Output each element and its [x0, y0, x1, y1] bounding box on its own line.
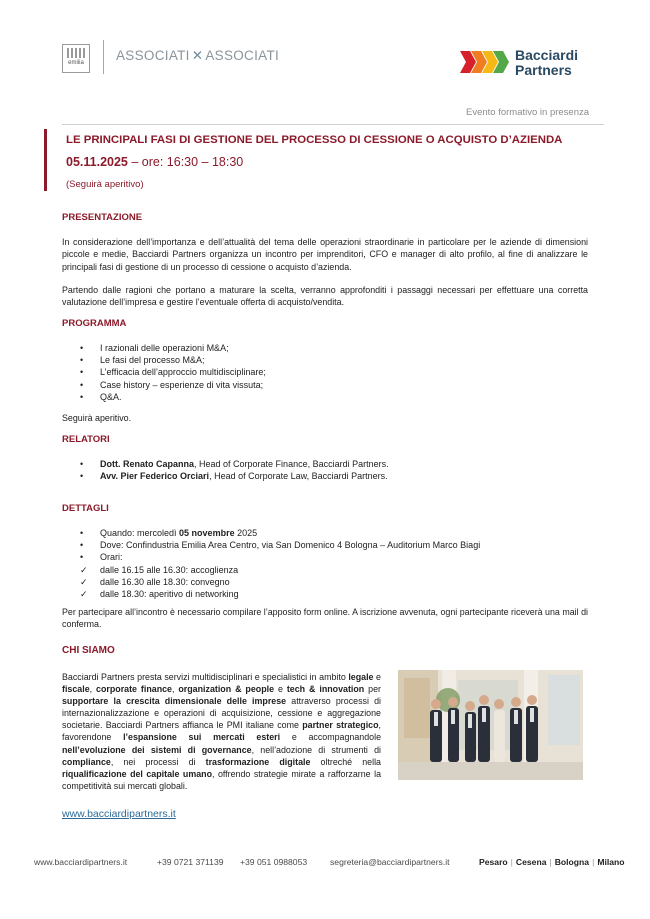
bullet-icon: • — [80, 459, 84, 469]
list-item: • Case history – esperienze di vita vissuta; — [80, 379, 264, 390]
highlight-text: supportare la crescita dimensionale delle imprese — [62, 696, 287, 707]
event-date-time — [66, 155, 243, 169]
title-accent-bar — [44, 129, 47, 191]
bullet-icon: • — [80, 379, 84, 390]
checkmark-icon: ✓ — [80, 589, 88, 600]
checkmark-icon: ✓ — [80, 564, 88, 575]
brand-line-2: Partners — [515, 62, 572, 78]
text-run: , — [89, 684, 97, 695]
header-divider — [103, 40, 104, 74]
team-photo — [398, 670, 583, 780]
highlight-text: organization & people — [178, 684, 275, 695]
text-run: e — [274, 684, 287, 695]
associati-logo — [116, 48, 279, 64]
highlight-text: fiscale — [62, 684, 90, 695]
bullet-icon: • — [80, 552, 84, 563]
highlight-text: nell’evoluzione dei sistemi di governance — [62, 744, 252, 755]
footer-website-link[interactable]: www.bacciardipartners.it — [34, 857, 128, 867]
city-label: Bologna — [554, 857, 590, 867]
schedule-item: ✓ dalle 18.30: aperitivo di networking — [80, 589, 239, 600]
list-item-quando: • Quando: mercoledì 05 novembre 2025 — [80, 528, 258, 538]
city-label: Cesena — [515, 857, 547, 867]
highlight-text: tech & innovation — [286, 684, 365, 695]
list-item: • Le fasi del processo M&A; — [80, 355, 205, 366]
text-run: , nell’adozione di strumenti di — [251, 744, 382, 755]
speaker-role: , Head of Corporate Law, Bacciardi Partners. — [209, 471, 388, 482]
text-run: per — [364, 684, 381, 695]
text-run: e accompagnandole — [280, 732, 382, 743]
website-link[interactable]: www.bacciardipartners.it — [62, 808, 176, 820]
text-run: Bacciardi Partners presta servizi multidisciplinari e specialistici in ambito — [62, 672, 349, 682]
speaker-item — [80, 470, 389, 482]
chi-siamo-paragraph — [62, 671, 381, 792]
highlight-text: l’espansione sui mercati esteri — [123, 732, 281, 743]
brand-line-1: Bacciardi — [515, 47, 579, 63]
footer-phone-1[interactable]: +39 0721 371139 — [157, 857, 224, 867]
footer-cities: Pesaro | Cesena | Bologna | Milano — [479, 857, 625, 867]
bullet-icon: • — [80, 471, 84, 482]
bullet-icon: • — [80, 367, 84, 378]
event-title: LE PRINCIPALI FASI DI GESTIONE DEL PROCESSO DI CESSIONE O ACQUISTO D’AZIENDA — [66, 134, 563, 146]
event-aperitivo-note: (Seguirà aperitivo) — [66, 179, 144, 190]
dettagli-heading: DETTAGLI — [62, 503, 109, 514]
highlight-text: legale — [348, 672, 374, 682]
programma-after-note: Seguirà aperitivo. — [62, 413, 132, 423]
text-run: e — [373, 672, 381, 682]
event-type-label: Evento formativo in presenza — [466, 107, 590, 118]
bullet-icon: • — [80, 540, 84, 551]
footer-email-link[interactable]: segreteria@bacciardipartners.it — [330, 857, 450, 867]
highlight-text: compliance — [62, 756, 111, 767]
bullet-icon: • — [80, 355, 84, 366]
bullet-icon: • — [80, 391, 84, 402]
emilia-partner-logo — [62, 44, 90, 73]
footer-phone-2[interactable]: +39 051 0988053 — [240, 857, 308, 867]
highlight-text: riqualificazione del capitale umano — [62, 768, 212, 779]
event-time: – ore: 16:30 – 18:30 — [127, 155, 244, 169]
presentazione-paragraph-1: In considerazione dell’importanza e dell’attualità del tema delle operazioni straordinarie in particolare per le aziende di dimensioni piccole e medie, Bacciardi Partners organizza un incontro per imprenditori, CFO e manager di alto profilo, al fine di analizzare le principali fasi di gestione di un processo di cessione o acquisto d’azienda. — [62, 237, 588, 272]
chi-siamo-heading: CHI SIAMO — [62, 645, 115, 656]
programma-heading: PROGRAMMA — [62, 318, 127, 329]
text-run: , offrendo strategie mirate a rafforzarne la competitività sui mercati globali. — [62, 768, 382, 791]
text-run: attraverso processi di internazionalizzazione e operazioni di acquisizione, cessione e aggregazione societarie. Bacciardi Partners affianca le PMI italiane come — [62, 696, 381, 731]
relatori-list — [80, 458, 389, 482]
associati-left-text: ASSOCIATI — [116, 48, 190, 63]
event-date: 05.11.2025 — [66, 155, 128, 169]
schedule-item: ✓ dalle 16.30 alle 18.30: convegno — [80, 576, 230, 587]
text-run: , favorendone — [62, 720, 382, 743]
schedule-item: ✓ dalle 16.15 alle 16.30: accoglienza — [80, 564, 239, 575]
relatori-heading: RELATORI — [62, 434, 110, 445]
list-item: • I razionali delle operazioni M&A; — [80, 343, 229, 353]
text-run: , nei processi di — [110, 756, 206, 767]
emilia-logo-text: emilia — [68, 60, 84, 66]
speaker-name: Dott. Renato Capanna — [100, 459, 195, 469]
dettagli-list — [80, 527, 480, 600]
dettagli-registration-note: Per partecipare all’incontro è necessario compilare l’apposito form online. A iscrizione avvenuta, ogni partecipante riceverà una mail di conferma. — [62, 607, 588, 630]
bullet-icon: • — [80, 528, 84, 538]
header-rule — [62, 124, 604, 125]
list-item-orari: • Orari: — [80, 552, 123, 563]
highlight-text: trasformazione digitale — [205, 756, 311, 767]
text-run: oltreché nella — [310, 756, 381, 767]
list-item: • L’efficacia dell’approccio multidisciplinare; — [80, 367, 266, 378]
list-item: • Q&A. — [80, 391, 122, 402]
bullet-icon: • — [80, 343, 84, 353]
highlight-text: corporate finance — [96, 684, 172, 695]
city-label: Milano — [597, 857, 625, 867]
checkmark-icon: ✓ — [80, 576, 88, 587]
city-label: Pesaro — [479, 857, 508, 867]
bacciardi-chevrons-logo-icon — [460, 51, 510, 73]
speaker-item — [80, 458, 389, 470]
team-photo-image — [398, 670, 583, 780]
associati-cross-icon: ✕ — [191, 48, 204, 63]
text-run: , — [171, 684, 179, 695]
list-item-dove: • Dove: Confindustria Emilia Area Centro, via San Domenico 4 Bologna – Auditorium Marco Biagi — [80, 540, 481, 551]
programma-list — [80, 342, 266, 403]
speaker-name: Avv. Pier Federico Orciari — [100, 471, 210, 482]
presentazione-heading: PRESENTAZIONE — [62, 212, 143, 223]
associati-right-text: ASSOCIATI — [205, 48, 280, 63]
speaker-role: , Head of Corporate Finance, Bacciardi Partners. — [194, 459, 389, 469]
bacciardi-brand-name — [515, 48, 578, 78]
highlight-text: partner strategico — [302, 720, 379, 731]
presentazione-paragraph-2: Partendo dalle ragioni che portano a maturare la scelta, verranno approfonditi i passaggi necessari per effettuare una corretta valutazione dell’impresa e gestire l’eventuale offerta di acquisto/vendita. — [62, 285, 588, 308]
